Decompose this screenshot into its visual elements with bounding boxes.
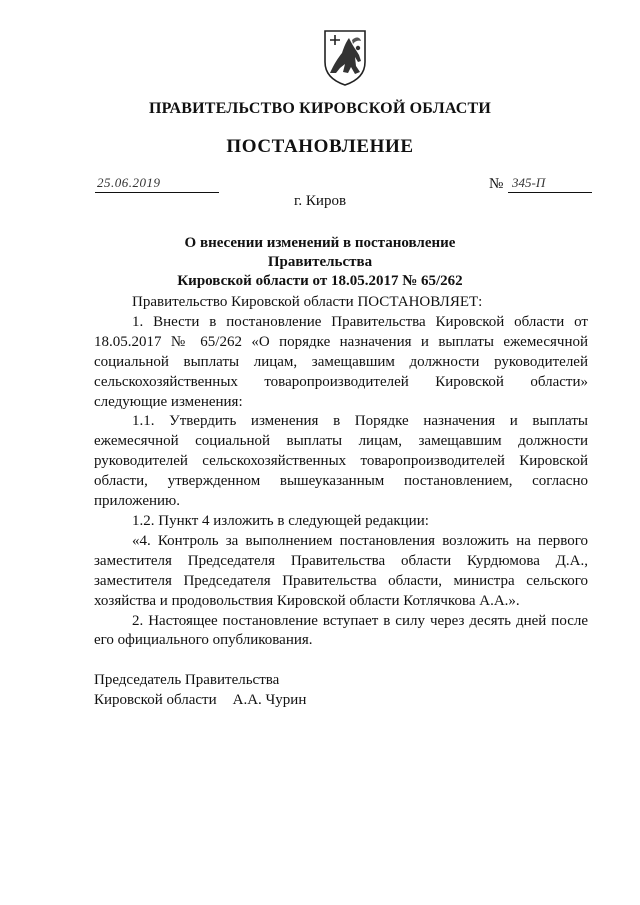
document-subject xyxy=(150,234,490,291)
signatory-name: А.А. Чурин xyxy=(232,692,307,708)
signature-block xyxy=(94,670,306,710)
signatory-position-line-2: Кировской области xyxy=(94,692,217,708)
coat-of-arms-emblem xyxy=(322,28,368,86)
body-paragraph-preamble: Правительство Кировской области ПОСТАНОВЛЯЕТ: xyxy=(132,294,483,310)
government-name: ПРАВИТЕЛЬСТВО КИРОВСКОЙ ОБЛАСТИ xyxy=(148,100,492,117)
body-paragraph-item-1-1: 1.1. Утвердить изменения в Порядке назначения и выплаты ежемесячной социальной выплаты лицам, замещавшим должности руководителей сельскохозяйственных товаропроизводителей Кировской области, утвержденном вышеуказанным постановлением, согласно приложению. xyxy=(94,413,588,510)
document-date: 25.06.2019 xyxy=(95,176,219,193)
body-paragraph-item-2: 2. Настоящее постановление вступает в силу через десять дней после его официального опубликования. xyxy=(94,612,588,649)
subject-line-2: Кировской области от 18.05.2017 № 65/262 xyxy=(177,273,463,289)
document-number: 345-П xyxy=(508,176,592,193)
body-paragraph-item-1: 1. Внести в постановление Правительства Кировской области от 18.05.2017 № 65/262 «О порядке назначения и выплаты ежемесячной социальной выплаты лицам, замещавшим должности руководителей сельскохозяйственных товаропроизводителей Кировской области» следующие изменения: xyxy=(94,313,588,410)
city: г. Киров xyxy=(293,193,347,209)
subject-line-1: О внесении изменений в постановление Правительства xyxy=(184,235,456,270)
body-paragraph-item-1-2: 1.2. Пункт 4 изложить в следующей редакции: xyxy=(132,512,429,529)
document-type-title: ПОСТАНОВЛЕНИЕ xyxy=(226,136,414,157)
number-label: № xyxy=(489,176,504,192)
signatory-position-line-1: Председатель Правительства xyxy=(94,672,280,688)
document-body xyxy=(94,293,588,651)
body-paragraph-quote: «4. Контроль за выполнением постановления возложить на первого заместителя Председателя Правительства области Курдюмова Д.А., заместителя Председателя Правительства области, министра сельского хозяйства и продовольствия Кировской области Котлячкова А.А.». xyxy=(94,532,588,609)
